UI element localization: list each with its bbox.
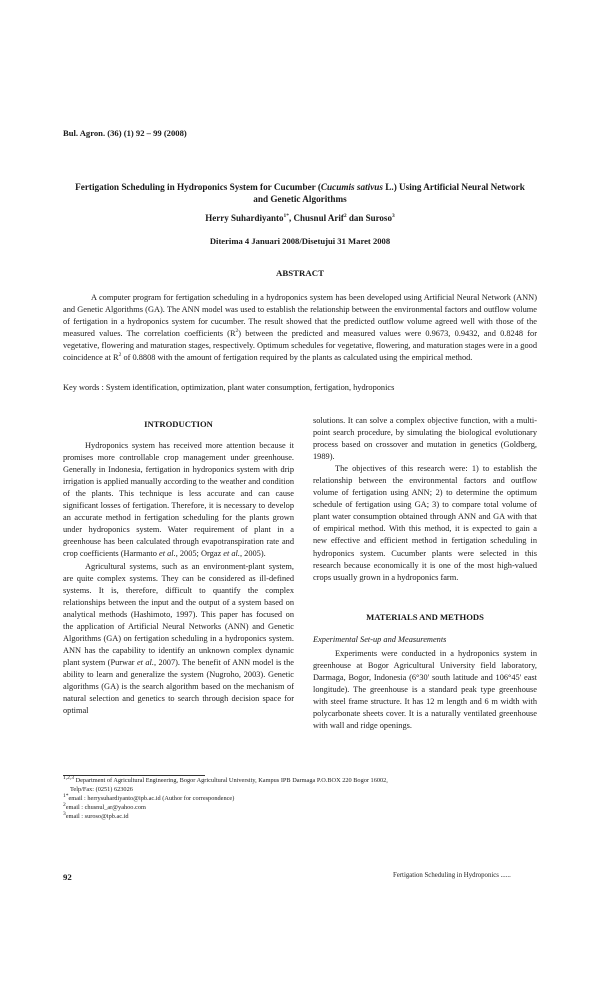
- author-list: [0, 213, 600, 223]
- footnote-phone: Telp/Fax: (0251) 623026: [70, 785, 133, 793]
- superscript: 2: [118, 352, 122, 359]
- introduction-heading: INTRODUCTION: [144, 419, 213, 429]
- methods-paragraph-1: Experiments were conducted in a hydroponics system in greenhouse at Bogor Agricultural University field laboratory, Darmaga, Bogor, Indonesia (6°30' south latitude and 106°45' east longitude). The greenhouse is a standard peak type greenhouse with steel frame structure. It has 12 m length and 6 m width with polycarbonate sheets cover. It is a naturally ventilated greenhouse with wall and ridge openings.: [313, 648, 537, 731]
- paper-title: [70, 181, 530, 205]
- running-title: Fertigation Scheduling in Hydroponics ......: [393, 872, 511, 879]
- footnotes: [63, 774, 543, 822]
- methods-heading: MATERIALS AND METHODS: [366, 611, 484, 622]
- footnote-affiliation: [63, 774, 543, 786]
- superscript: 1,2,3: [63, 774, 74, 781]
- abstract-body: [63, 292, 537, 364]
- methods-subheading: Experimental Set-up and Measurements: [313, 634, 447, 644]
- text: , 2005; Orgaz: [175, 549, 224, 559]
- author-1-affiliation: 1*: [283, 213, 290, 219]
- abstract-text-1: A computer program for fertigation scheduling in a hydroponics system has been developed using Artificial Neural Network (ANN) and Genetic Algorithms (GA). The ANN model was used to establish the relationship between the environmental factors and outflow volume of fertigation in a hydroponics system for cucumber. The result showed that the predicted outflow volume agreed well with those of the measured values. The correlation coefficients (R: [63, 293, 537, 339]
- title-text-start: Fertigation Scheduling in Hydroponics System for Cucumber (: [75, 182, 321, 192]
- author-3-affiliation: 3: [391, 213, 395, 219]
- superscript: 2: [63, 801, 66, 808]
- text: email : herrysuhardiyanto@ipb.ac.id (Author for correspondence): [68, 794, 235, 802]
- text: email : suroso@ipb.ac.id: [65, 812, 129, 820]
- citation-etal: et al.: [223, 549, 240, 559]
- text: Hydroponics system has received more attention because it promises more controllable crop management under greenhouse. Generally in Indonesia, fertigation in hydroponics system with drip irrigation is applied manually according to the weather and condition of the plants. This technique is less accurate and can cause significant losses of fertigation. Therefore, it is necessary to develop an accurate method in fertigation scheduling for the plants grown under hydroponics system. Water requirement of plant in a greenhouse has been calculated through evapotranspiration rate and crop coefficients (Harmanto: [63, 441, 294, 559]
- received-dates: Diterima 4 Januari 2008/Disetujui 31 Maret 2008: [209, 236, 391, 246]
- footnote-email-2: [63, 801, 543, 813]
- page-number: 92: [63, 872, 72, 882]
- abstract-heading: ABSTRACT: [276, 268, 324, 278]
- superscript: 3: [63, 810, 66, 817]
- keywords: Key words : System identification, optimization, plant water consumption, fertigation, hydroponics: [63, 383, 395, 392]
- title-text-end: L.) Using Artificial Neural Network and Genetic Algorithms: [253, 182, 525, 204]
- author-2: Chusnul Arif: [293, 213, 344, 223]
- citation-etal: et al.: [136, 657, 154, 667]
- intro-paragraph-4: The objectives of this research were: 1) to establish the relationship between the environmental factors and outflow volume of fertigation using ANN; 2) to determine the optimum schedule of fertigation using GA; 3) to compare total volume of plant water consumption obtained through ANN and GA with that of empirical method. With this method, it is expected to gain a new effective and efficient method in fertigation scheduling in hydroponics system. Cucumber plants were selected in this research because economically it is one of the most high-valued crops usually grown in a hydroponics farm.: [313, 464, 537, 582]
- text: Agricultural systems, such as an environment-plant system, are quite complex systems. They can be considered as ill-defined systems. It is, therefore, difficult to quantify the complex relationships between the input and the output of a system based on analytical methods (Hashimoto, 1997). This paper has focused on the application of Artificial Neural Networks (ANN) and Genetic Algorithms (GA) on fertigation scheduling in a hydroponics system. ANN has the capability to identify an unknown complex dynamic plant system (Purwar: [63, 561, 294, 667]
- footnote-rule: [63, 775, 205, 776]
- left-column: [63, 418, 294, 717]
- author-separator: dan: [346, 213, 366, 223]
- abstract-text-2: ) between the predicted and measured values were 0.9673, 0.9432, and 0.8248 for vegetative, flowering and maturation stages, respectively. Optimum schedules for vegetative, flowering, and maturation stages were in a good coincidence at R: [63, 329, 538, 363]
- footnote-email-1: [63, 792, 543, 804]
- intro-paragraph-2: [63, 561, 294, 718]
- citation-etal: et al.: [159, 549, 176, 559]
- text: , 2007). The benefit of ANN model is the ability to learn and generalize the system (Nugroho, 2003). Genetic algorithms (GA) is the search algorithm based on the mechanism of natural selection and genetics to search through decision space for optimal: [63, 657, 295, 716]
- text: email : chusnul_ar@yahoo.com: [65, 803, 146, 811]
- author-3: Suroso: [365, 213, 392, 223]
- text: Department of Agricultural Engineering, Bogor Agricultural University, Kampus IPB Darmaga P.O.BOX 220 Bogor 16002,: [74, 777, 388, 784]
- author-2-affiliation: 2: [343, 213, 347, 219]
- text: , 2005).: [239, 549, 266, 559]
- superscript: 2: [235, 328, 239, 335]
- author-1: Herry Suhardiyanto: [205, 213, 284, 223]
- footnote-email-3: [63, 810, 543, 822]
- journal-citation: Bul. Agron. (36) (1) 92 – 99 (2008): [63, 128, 187, 138]
- right-column: [313, 415, 537, 732]
- intro-paragraph-1: [63, 440, 294, 560]
- intro-paragraph-3: solutions. It can solve a complex objective function, with a multi-point search procedure, by simulating the biological evolutionary process based on crossover and mutation in genetics (Goldberg, 1989).: [313, 416, 537, 462]
- superscript: 1*: [63, 792, 69, 799]
- author-separator: ,: [289, 213, 294, 223]
- abstract-text-3: of 0.8808 with the amount of fertigation required by the plants as calculated using the empirical method.: [121, 353, 473, 363]
- species-name: Cucumis sativus: [320, 182, 383, 192]
- abstract-paragraph: [63, 292, 537, 364]
